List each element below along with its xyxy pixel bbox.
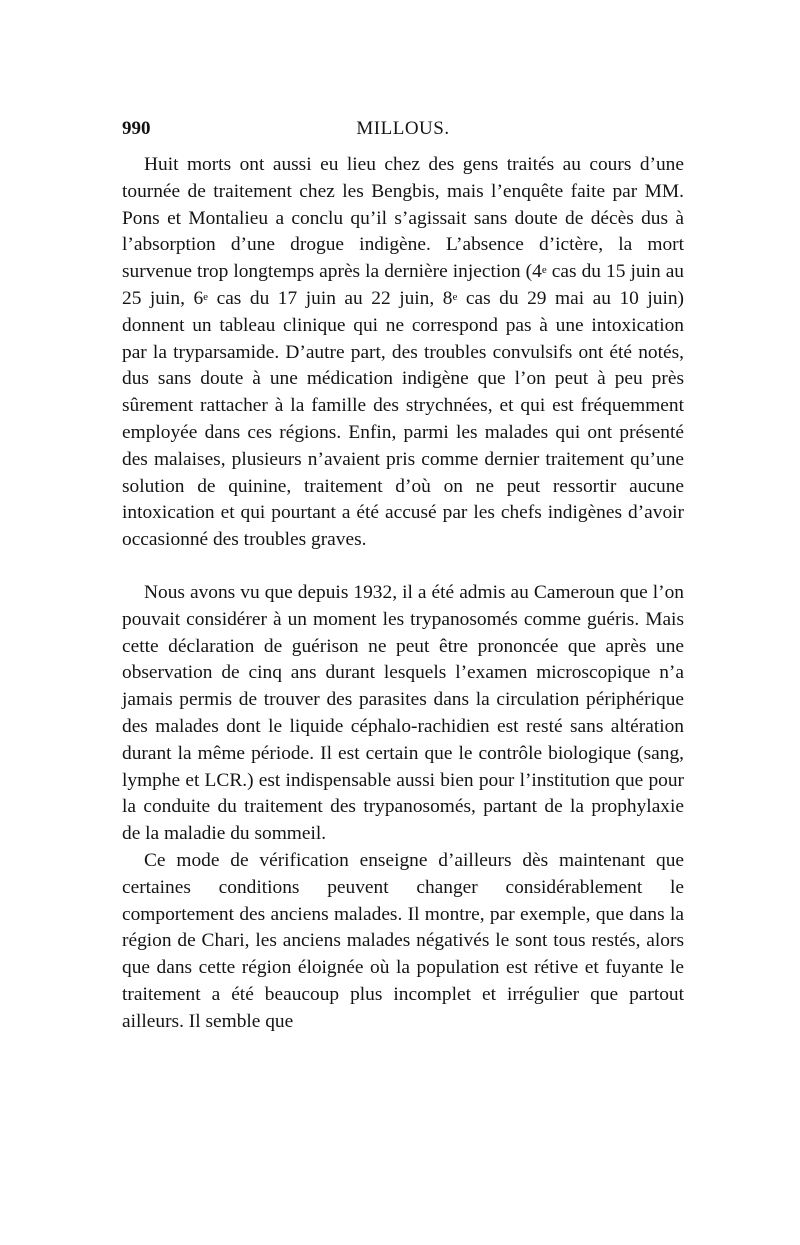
paragraph-1-text-b: cas du 15 juin au 25 juin, 6	[122, 261, 684, 309]
paragraph-1	[122, 152, 684, 554]
paragraph-2: Nous avons vu que depuis 1932, il a été admis au Cameroun que l’on pouvait considérer à un moment les trypanosomés comme guéris. Mais cette déclaration de guérison ne peut être prononcée que après une observation de cinq ans durant lesquels l’examen microscopique n’a jamais permis de trouver des parasites dans la circulation périphérique des malades dont le liquide céphalo-rachidien est resté sans altération durant la même période. Il est certain que le contrôle biologique (sang, lymphe et LCR.) est indispensable aussi bien pour l’institution que pour la conduite du traitement des trypanosomés, partant de la prophylaxie de la maladie du sommeil.	[122, 581, 684, 845]
paragraph-3: Ce mode de vérification enseigne d’ailleurs dès maintenant que certaines conditions peuvent changer considérablement le comportement des anciens malades. Il montre, par exemple, que dans la région de Chari, les anciens malades négativés le sont tous restés, alors que dans cette région éloignée où la population est rétive et fuyante le traitement a été beaucoup plus incomplet et irrégulier que partout ailleurs. Il semble que	[122, 849, 684, 1032]
paragraph-1-text-c: cas du 17 juin au 22 juin, 8	[208, 287, 453, 309]
running-head	[122, 116, 684, 142]
page-number: 990	[122, 118, 151, 139]
paragraph-1-text-a: Huit morts ont aussi eu lieu chez des gens traités au cours d’une tournée de traitement chez les Bengbis, mais l’enquête faite par MM. Pons et Montalieu a conclu qu’il s’agissait sans doute de décès dus à l’absorption d’une drogue indigène. L’absence d’ictère, la mort survenue trop longtemps après la dernière injection (4	[122, 154, 684, 283]
running-title: MILLOUS.	[356, 118, 450, 139]
paragraph-1-text-d: cas du 29 mai au 10 juin) donnent un tableau clinique qui ne correspond pas à une intoxication par la tryparsamide. D’autre part, des troubles convulsifs ont été notés, dus sans doute à une médication indigène que l’on peut à peu près sûrement rattacher à la famille des strychnées, et qui est fréquemment employée dans ces régions. Enfin, parmi les malades qui ont présenté des malaises, plusieurs n’avaient pris comme dernier traitement qu’une solution de quinine, traitement d’où on ne peut ressortir aucune intoxication et qui pourtant a été accusé par les chefs indigènes d’avoir occasionné des troubles graves.	[122, 287, 684, 551]
ordinal-superscript: e	[452, 290, 458, 303]
ordinal-superscript: e	[541, 264, 547, 277]
ordinal-superscript: e	[203, 290, 209, 303]
body-text	[122, 152, 684, 1036]
